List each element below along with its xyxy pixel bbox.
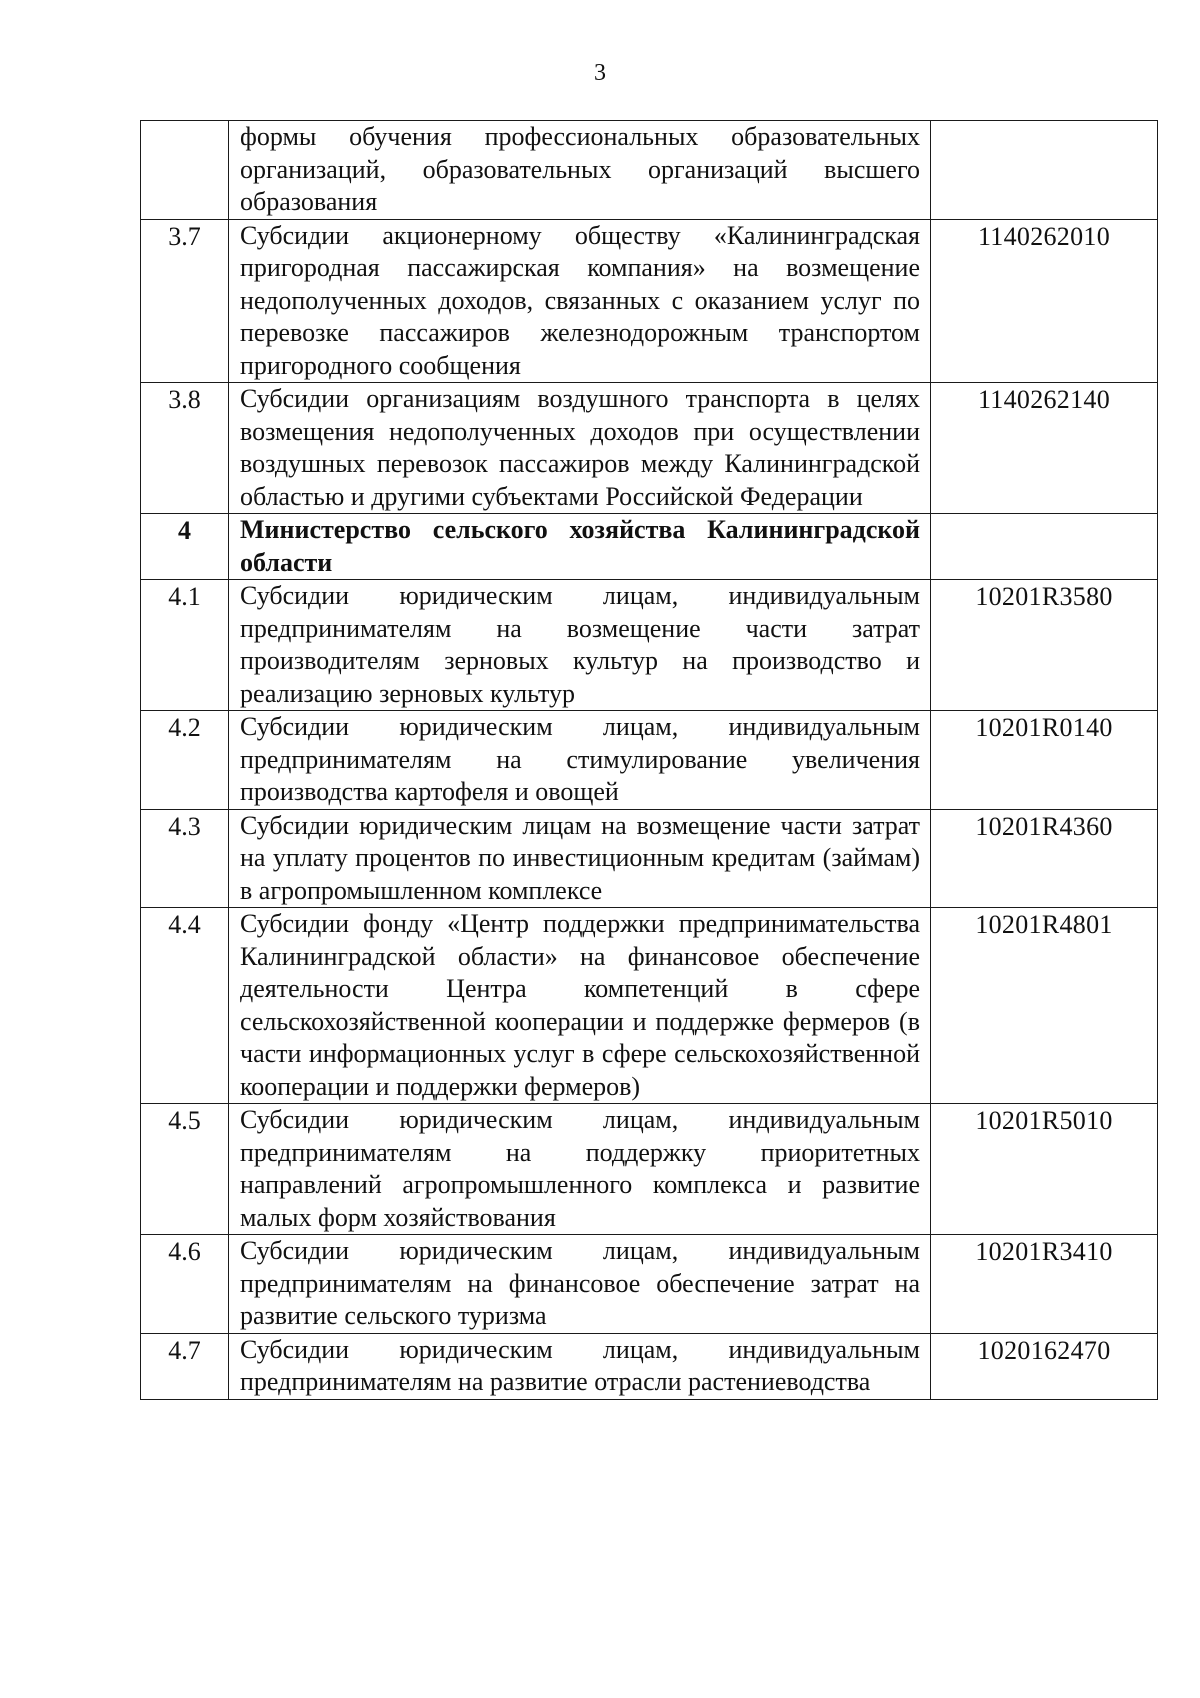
table-row — [141, 1104, 1158, 1235]
table-row — [141, 908, 1158, 1104]
row-number: 3.8 — [141, 383, 229, 514]
row-code: 10201R3410 — [931, 1235, 1158, 1334]
row-description: Субсидии юридическим лицам, индивидуальным предпринимателям на стимулирование увеличения производства картофеля и овощей — [229, 711, 931, 810]
row-description: формы обучения профессиональных образовательных организаций, образовательных организаций высшего образования — [229, 121, 931, 220]
row-code: 1140262140 — [931, 383, 1158, 514]
table-row — [141, 121, 1158, 220]
table-row — [141, 1333, 1158, 1399]
row-description: Субсидии юридическим лицам, индивидуальным предпринимателям на поддержку приоритетных направлений агропромышленного комплекса и развитие малых форм хозяйствования — [229, 1104, 931, 1235]
subsidy-table — [140, 120, 1158, 1400]
row-description: Субсидии юридическим лицам, индивидуальным предпринимателям на финансовое обеспечение затрат на развитие сельского туризма — [229, 1235, 931, 1334]
page-number: 3 — [594, 60, 606, 86]
row-description: Субсидии юридическим лицам, индивидуальным предпринимателям на развитие отрасли растениеводства — [229, 1333, 931, 1399]
row-number: 4.6 — [141, 1235, 229, 1334]
table-row — [141, 383, 1158, 514]
row-code — [931, 121, 1158, 220]
row-description: Субсидии организациям воздушного транспорта в целях возмещения недополученных доходов при осуществлении воздушных перевозок пассажиров между Калининградской областью и другими субъектами Российской Федерации — [229, 383, 931, 514]
row-number: 4.1 — [141, 580, 229, 711]
table-row — [141, 711, 1158, 810]
row-number — [141, 121, 229, 220]
row-code: 1020162470 — [931, 1333, 1158, 1399]
row-number: 4.4 — [141, 908, 229, 1104]
row-description: Субсидии юридическим лицам на возмещение части затрат на уплату процентов по инвестиционным кредитам (займам) в агропромышленном комплексе — [229, 809, 931, 908]
row-description: Субсидии юридическим лицам, индивидуальным предпринимателям на возмещение части затрат производителям зерновых культур на производство и реализацию зерновых культур — [229, 580, 931, 711]
table-row — [141, 219, 1158, 383]
section-row — [141, 514, 1158, 580]
row-description: Субсидии акционерному обществу «Калининградская пригородная пассажирская компания» на возмещение недополученных доходов, связанных с оказанием услуг по перевозке пассажиров железнодорожным транспортом пригородного сообщения — [229, 219, 931, 383]
row-code — [931, 514, 1158, 580]
row-code: 10201R0140 — [931, 711, 1158, 810]
row-number: 4.2 — [141, 711, 229, 810]
table-row — [141, 580, 1158, 711]
row-code: 10201R3580 — [931, 580, 1158, 711]
row-code: 10201R5010 — [931, 1104, 1158, 1235]
row-number: 4.3 — [141, 809, 229, 908]
row-code: 10201R4801 — [931, 908, 1158, 1104]
row-code: 1140262010 — [931, 219, 1158, 383]
row-number: 3.7 — [141, 219, 229, 383]
section-number: 4 — [141, 514, 229, 580]
section-title: Министерство сельского хозяйства Калининградской области — [229, 514, 931, 580]
table-row — [141, 1235, 1158, 1334]
row-code: 10201R4360 — [931, 809, 1158, 908]
row-number: 4.7 — [141, 1333, 229, 1399]
row-number: 4.5 — [141, 1104, 229, 1235]
row-description: Субсидии фонду «Центр поддержки предпринимательства Калининградской области» на финансовое обеспечение деятельности Центра компетенций в сфере сельскохозяйственной кооперации и поддержке фермеров (в части информационных услуг в сфере сельскохозяйственной кооперации и поддержки фермеров) — [229, 908, 931, 1104]
table-row — [141, 809, 1158, 908]
